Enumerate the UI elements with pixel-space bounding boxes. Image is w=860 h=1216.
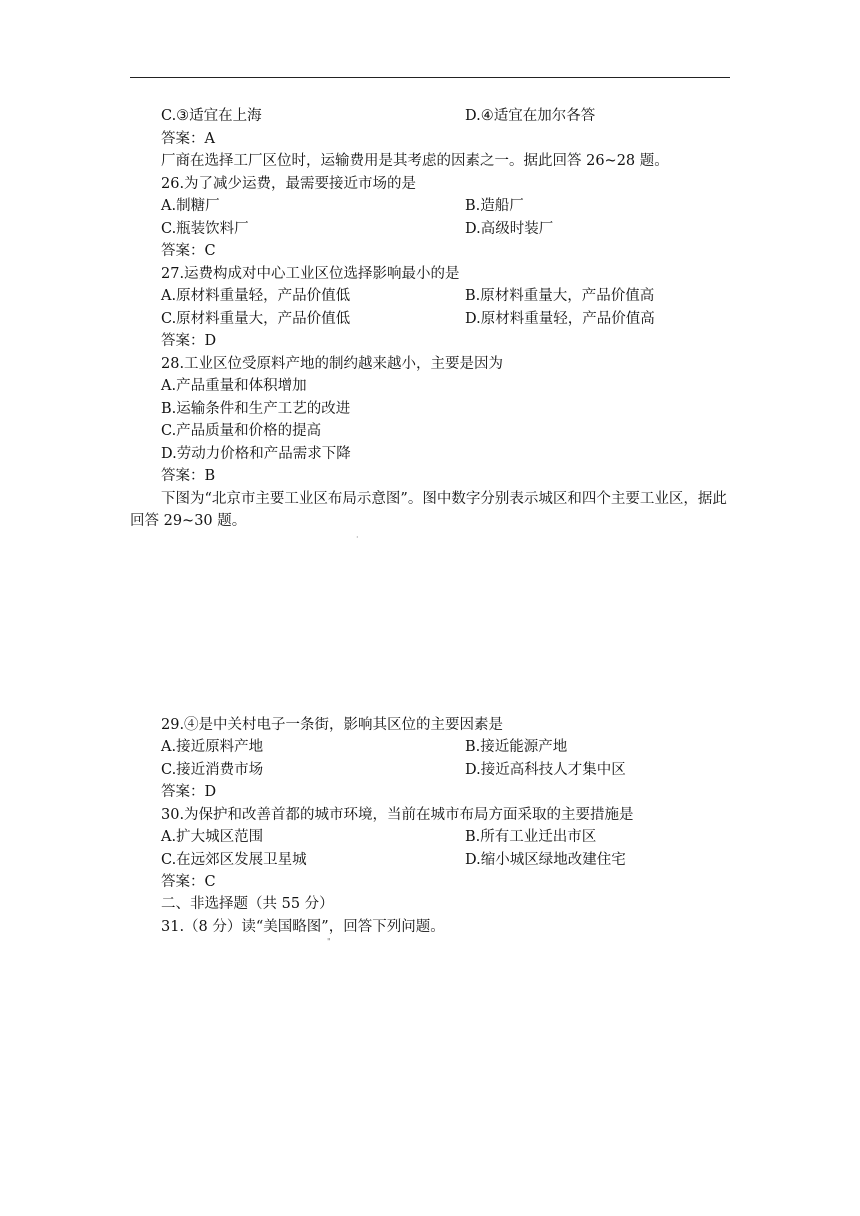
q28-option-a: A.产品重量和体积增加	[161, 378, 307, 394]
q29-option-c: C.接近消费市场	[161, 762, 264, 778]
prev-option-c: C.③适宜在上海	[161, 108, 262, 124]
q30-option-a: A.扩大城区范围	[161, 829, 264, 845]
q30-stem: 30.为保护和改善首都的城市环境，当前在城市布局方面采取的主要措施是	[161, 807, 634, 823]
q29-option-d: D.接近高科技人才集中区	[465, 762, 626, 778]
figure-placeholder-dot: "	[327, 937, 331, 946]
q28-option-b: B.运输条件和生产工艺的改进	[161, 401, 351, 417]
q30-answer: 答案：C	[161, 874, 216, 890]
intro-26-28: 厂商在选择工厂区位时，运输费用是其考虑的因素之一。据此回答 26~28 题。	[161, 153, 669, 169]
q29-stem: 29.④是中关村电子一条街，影响其区位的主要因素是	[161, 717, 504, 733]
figure-placeholder-dot: ·	[356, 533, 359, 542]
q31-stem: 31.（8 分）读“美国略图”，回答下列问题。	[161, 919, 445, 935]
q28-stem: 28.工业区位受原料产地的制约越来越小，主要是因为	[161, 356, 504, 372]
q26-option-d: D.高级时装厂	[465, 221, 554, 237]
q26-stem: 26.为了减少运费，最需要接近市场的是	[161, 176, 417, 192]
q26-option-c: C.瓶装饮料厂	[161, 221, 249, 237]
prev-answer: 答案：A	[161, 131, 215, 147]
q27-option-c: C.原材料重量大，产品价值低	[161, 311, 351, 327]
q27-stem: 27.运费构成对中心工业区位选择影响最小的是	[161, 266, 460, 282]
header-rule	[130, 77, 730, 78]
q27-option-a: A.原材料重量轻，产品价值低	[161, 288, 351, 304]
q28-answer: 答案：B	[161, 468, 216, 484]
q26-option-a: A.制糖厂	[161, 198, 220, 214]
q26-option-b: B.造船厂	[465, 198, 524, 214]
q27-answer: 答案：D	[161, 333, 217, 349]
prev-option-d: D.④适宜在加尔各答	[465, 108, 596, 124]
q27-option-b: B.原材料重量大，产品价值高	[465, 288, 655, 304]
q29-answer: 答案：D	[161, 784, 217, 800]
q28-option-c: C.产品质量和价格的提高	[161, 423, 322, 439]
q30-option-b: B.所有工业迁出市区	[465, 829, 597, 845]
q26-answer: 答案：C	[161, 243, 216, 259]
q28-option-d: D.劳动力价格和产品需求下降	[161, 446, 351, 462]
q30-option-c: C.在远郊区发展卫星城	[161, 852, 307, 868]
intro-29-30: 下图为“北京市主要工业区布局示意图”。图中数字分别表示城区和四个主要工业区，据此回答 29~30 题。	[130, 491, 727, 529]
q29-option-a: A.接近原料产地	[161, 739, 264, 755]
section-2-heading: 二、非选择题（共 55 分）	[161, 896, 334, 912]
q30-option-d: D.缩小城区绿地改建住宅	[465, 852, 626, 868]
q27-option-d: D.原材料重量轻，产品价值高	[465, 311, 655, 327]
q29-option-b: B.接近能源产地	[465, 739, 568, 755]
